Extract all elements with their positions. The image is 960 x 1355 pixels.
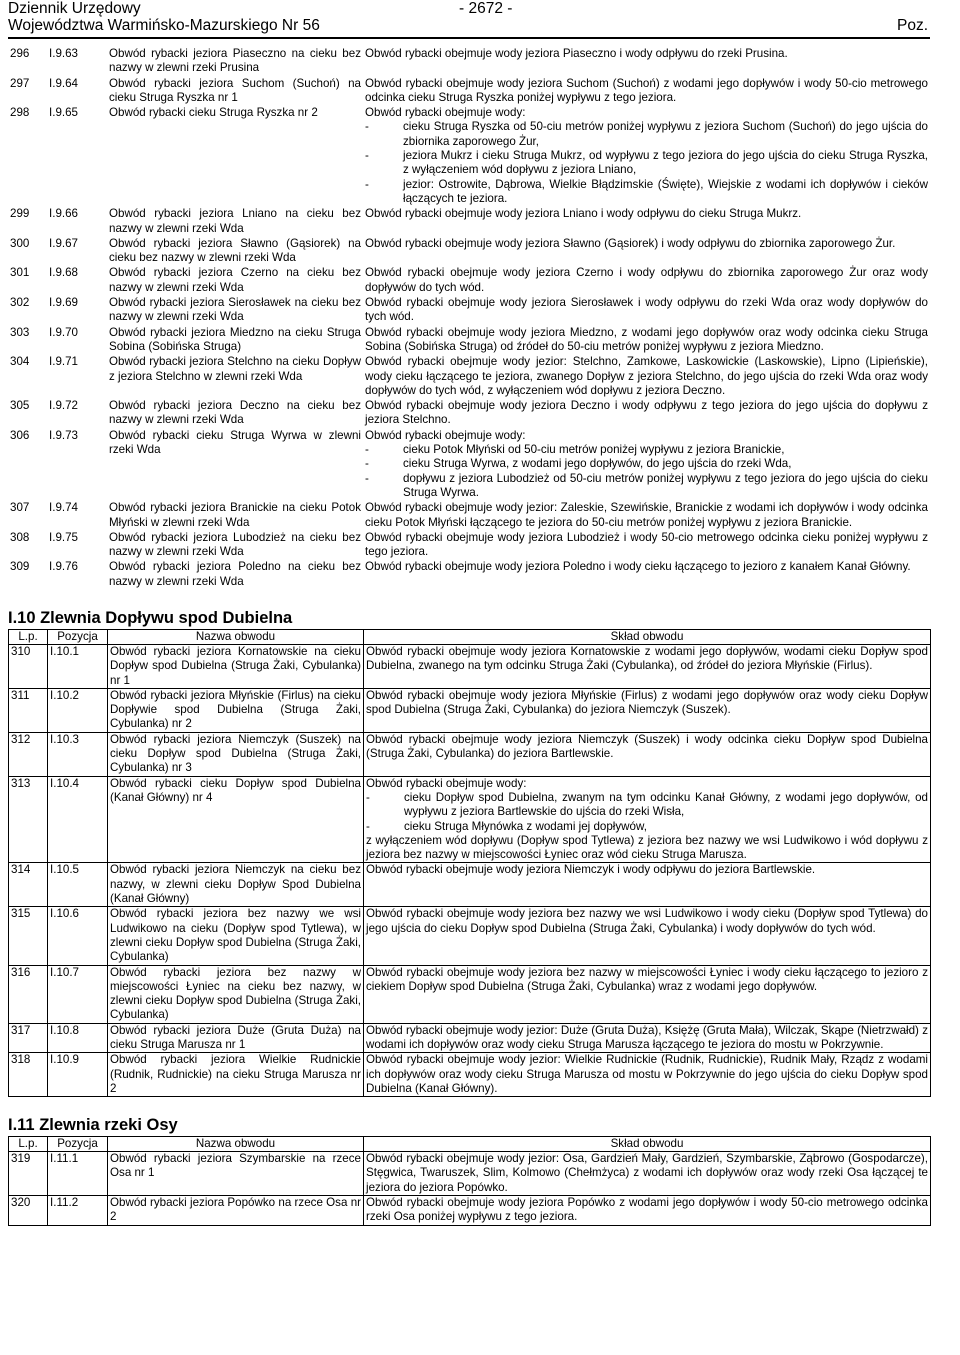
document-page [8, 0, 930, 1226]
dash-marker: - [365, 457, 369, 471]
circuit-name: Obwód rybacki jeziora Szymbarskie na rzece Osa nr 1 [108, 1152, 364, 1196]
table-row [9, 1152, 931, 1196]
row-number: 320 [9, 1196, 48, 1226]
row-number: 298 [10, 106, 30, 120]
row-position: I.9.73 [49, 428, 79, 442]
composition-text: Obwód rybacki obejmuje wody jezior: Duże (Gruta Duża), Księżę (Gruta Mała), Wilczak, Skąpe (Nietrzwałd) z wodami ich dopływów oraz wody cieku Struga Marusza łączącego te jeziora do mostu w Pokrzywnie. [366, 1023, 928, 1051]
composition-text: Obwód rybacki obejmuje wody jeziora bez nazwy w miejscowości Łyniec i wody cieku łączącego to jezioro z ciekiem Dopływ spod Dubielna (Struga Żaki, Cybulanka) wraz z wodami jego dopływów. [366, 965, 928, 993]
table-row [9, 688, 931, 732]
table-row [9, 1023, 931, 1053]
circuit-composition [363, 399, 930, 429]
row-position: I.9.65 [49, 106, 79, 120]
circuit-name: Obwód rybacki jeziora Poledno na cieku bez nazwy w zlewni rzeki Wda [109, 560, 361, 588]
row-number: 300 [10, 236, 30, 250]
composition-text: Obwód rybacki obejmuje wody jezior: Wielkie Rudnickie (Rudnik, Rudnickie), Rudnik Mały, Rządz z wodami ich dopływów oraz wody cieku Struga Marusza od mostu w Pokrzywnie do jego ujścia do cieku Dopływ spod Dubielna (Kanał Główny). [366, 1053, 928, 1095]
col-header-position: Pozycja [48, 629, 108, 644]
table-row [8, 429, 930, 501]
col-header-composition: Skład obwodu [364, 1137, 931, 1152]
composition-text: Obwód rybacki obejmuje wody jezior: Stelchno, Zamkowe, Laskowickie (Laskowskie), Lipno (Lipieńskie), wody cieku łączącego te jeziora, zwanego Dopływ z jeziora Stelchno, do jego ujścia do rzeki Wda oraz wody dopływów do tych wód, z wyłączeniem wód dopływu z jeziora Deczno. [365, 355, 928, 397]
col-header-name: Nazwa obwodu [108, 1137, 364, 1152]
circuit-name: Obwód rybacki jeziora Wielkie Rudnickie (Rudnik, Rudnickie) na cieku Struga Marusza nr 2 [108, 1053, 364, 1097]
row-position: I.9.69 [49, 296, 79, 310]
circuit-composition [363, 207, 930, 237]
row-position: I.9.64 [49, 76, 79, 90]
header-left [8, 0, 320, 34]
row-number: 318 [9, 1053, 48, 1097]
circuit-composition [363, 560, 930, 590]
row-number: 302 [10, 296, 30, 310]
table-row [8, 296, 930, 326]
composition-text: Obwód rybacki obejmuje wody jeziora Niemczyk (Suszek) i wody odcinka cieku Dopływ spod Dubielna (Struga Żaki, Cybulanka) do jeziora Bartlewskie. [366, 732, 928, 761]
dash-marker: - [366, 819, 370, 833]
composition-item [365, 443, 928, 457]
circuit-name: Obwód rybacki jeziora Lubodzież na cieku bez nazwy w zlewni rzeki Wda [109, 530, 361, 559]
circuit-composition [363, 429, 930, 501]
row-number: 303 [10, 325, 30, 339]
circuit-composition [363, 106, 930, 207]
row-position: I.10.2 [48, 688, 108, 732]
circuit-composition [364, 732, 931, 776]
table-row [8, 207, 930, 237]
composition-item [365, 457, 928, 471]
dash-marker: - [365, 120, 369, 134]
composition-text: Obwód rybacki obejmuje wody jeziora Sierosławek i wody odpływu do rzeki Wda oraz wody dopływów do tych wód. [365, 296, 928, 324]
circuit-composition [364, 1053, 931, 1097]
composition-item-text: cieku Struga Ryszka od 50-ciu metrów poniżej wypływu z jeziora Suchom (Suchoń) do jego ujścia do zbiornika zaporowego Żur, [403, 120, 928, 148]
composition-item [365, 120, 928, 149]
row-position: I.9.67 [49, 236, 79, 250]
composition-text: Obwód rybacki obejmuje wody jeziora Lniano i wody odpływu do cieku Struga Mukrz. [365, 207, 802, 221]
composition-text: Obwód rybacki obejmuje wody jeziora Deczno i wody odpływu z tego jeziora do jego ujścia do dopływu z jeziora Stelchno. [365, 399, 928, 427]
composition-text: Obwód rybacki obejmuje wody jezior: Osa, Gardzień Mały, Gardzień, Szymbarskie, Ząbrowo (Gospodarcze), Stęgwica, Twaruszek, Slim, Kolmowo (Chełmżyca) z wodami ich dopływów oraz wody rzeki Osa łączącej te jeziora do jeziora Popówko. [366, 1152, 928, 1194]
row-number: 297 [10, 76, 30, 90]
col-header-name: Nazwa obwodu [108, 629, 364, 644]
circuit-name: Obwód rybacki cieku Struga Ryszka nr 2 [109, 106, 318, 120]
row-position: I.9.63 [49, 47, 79, 60]
composition-text: Obwód rybacki obejmuje wody jeziora bez nazwy we wsi Ludwikowo i wody cieku (Dopływ spod Tytlewa) do jego ujścia do cieku Dopływ spod Dubielna (Struga Żaki, Cybulanka) i wody dopływów do tych wód. [366, 907, 928, 935]
table-row [8, 355, 930, 399]
circuit-name: Obwód rybacki jeziora bez nazwy we wsi Ludwikowo na cieku (Dopływ spod Tytlewa), w zlewni cieku Dopływ spod Dubielna (Struga Żaki, Cybulanka) [108, 907, 364, 965]
table-body [9, 1152, 931, 1225]
col-header-position: Pozycja [48, 1137, 108, 1152]
circuit-name: Obwód rybacki jeziora Branickie na cieku Potok Młyński w zlewni rzeki Wda [109, 501, 361, 529]
row-number: 312 [9, 732, 48, 776]
table-section-2 [8, 629, 931, 1097]
table-header-row [9, 629, 931, 644]
circuit-name: Obwód rybacki jeziora Duże (Gruta Duża) na cieku Struga Marusza nr 1 [108, 1023, 364, 1053]
table-body [9, 644, 931, 1096]
table-section-3 [8, 1136, 931, 1225]
composition-text: Obwód rybacki obejmuje wody jeziora Czerno i wody odpływu do zbiornika zaporowego Żur oraz wody dopływów do tych wód. [365, 266, 928, 294]
row-number: 307 [10, 501, 30, 515]
dash-marker: - [365, 177, 369, 191]
table-row [8, 560, 930, 590]
table-row [9, 1196, 931, 1226]
composition-item [365, 149, 928, 178]
circuit-name: Obwód rybacki jeziora Deczno na cieku bez nazwy w zlewni rzeki Wda [109, 399, 361, 427]
col-header-composition: Skład obwodu [364, 629, 931, 644]
circuit-name: Obwód rybacki cieku Dopływ spod Dubielna (Kanał Główny) nr 4 [108, 776, 364, 863]
row-number: 315 [9, 907, 48, 965]
position-label: Poz. [896, 17, 928, 34]
dash-marker: - [366, 790, 370, 804]
table-row [9, 1053, 931, 1097]
circuit-name: Obwód rybacki jeziora Sławno (Gąsiorek) na cieku bez nazwy w zlewni rzeki Wda [109, 236, 361, 265]
col-header-lp: L.p. [9, 1137, 48, 1152]
row-number: 301 [10, 266, 30, 280]
table-section-1 [8, 47, 930, 590]
row-position: I.9.66 [49, 207, 79, 221]
circuit-composition [364, 776, 931, 863]
composition-text: Obwód rybacki obejmuje wody jeziora Lubodzież i wody 50-cio metrowego odcinka cieku poniżej wypływu z tego jeziora. [365, 530, 928, 559]
section-title: I.10 Zlewnia Dopływu spod Dubielna [8, 608, 293, 627]
composition-item-text: dopływu z jeziora Lubodzież od 50-ciu metrów poniżej wypływu z tego jeziora do jego ujścia do cieku Struga Wyrwa. [403, 471, 928, 499]
circuit-composition [364, 644, 931, 688]
composition-text: Obwód rybacki obejmuje wody jeziora Poledno i wody cieku łączącego to jezioro z kanałem Kanał Główny. [365, 560, 911, 574]
composition-item [366, 820, 928, 834]
composition-text: Obwód rybacki obejmuje wody jeziora Suchom (Suchoń) z wodami jego dopływów i wody 50-cio metrowego odcinka cieku Struga Ryszka poniżej wypływu z tego jeziora. [365, 76, 928, 104]
region-name: Województwa Warmińsko-Mazurskiego Nr 56 [8, 17, 320, 34]
composition-text: Obwód rybacki obejmuje wody: [365, 428, 526, 442]
row-position: I.10.3 [48, 732, 108, 776]
circuit-composition [364, 688, 931, 732]
composition-item-text: cieku Struga Wyrwa, z wodami jego dopływów, do jego ujścia do rzeki Wda, [403, 457, 792, 471]
row-position: I.10.1 [48, 644, 108, 688]
composition-tail: z wyłączeniem wód dopływu (Dopływ spod Tytlewa) z jeziora bez nazwy we wsi Ludwikowo i wód dopływu z jeziora bez nazwy w miejscowości Łyniec oraz wód cieku Struga Marusza. [366, 833, 928, 862]
composition-item [366, 791, 928, 820]
dash-marker: - [365, 471, 369, 485]
composition-item-text: jeziora Mukrz i cieku Struga Mukrz, od wypływu z tego jeziora do jego ujścia do cieku Struga Ryszka, z wyłączeniem wód dopływu z jeziora Lniano, [403, 149, 928, 177]
section-title: I.11 Zlewnia rzeki Osy [8, 1116, 178, 1135]
circuit-name: Obwód rybacki jeziora Czerno na cieku bez nazwy w zlewni rzeki Wda [109, 266, 361, 294]
row-number: 305 [10, 399, 30, 413]
table-row [8, 326, 930, 356]
row-position: I.10.9 [48, 1053, 108, 1097]
table-header-row [9, 1137, 931, 1152]
table-row [8, 77, 930, 107]
row-position: I.10.6 [48, 907, 108, 965]
composition-item [365, 178, 928, 207]
composition-text: Obwód rybacki obejmuje wody jeziora Popówko z wodami jego dopływów i wody 50-cio metrowego odcinka rzeki Osa poniżej wypływu z tego jeziora. [366, 1196, 928, 1224]
row-number: 317 [9, 1023, 48, 1053]
row-position: I.10.4 [48, 776, 108, 863]
circuit-composition [364, 1023, 931, 1053]
table-body [8, 47, 930, 590]
table-row [8, 501, 930, 531]
circuit-composition [363, 266, 930, 296]
composition-item-text: jezior: Ostrowite, Dąbrowa, Wielkie Błądzimskie (Święte), Wiejskie z wodami ich dopływów i cieków łączących te jeziora. [403, 177, 928, 205]
row-position: I.9.71 [49, 355, 79, 369]
circuit-composition [363, 237, 930, 267]
circuit-name: Obwód rybacki jeziora Niemczyk na cieku bez nazwy, w zlewni cieku Dopływ Spod Dubielna (Kanał Główny) [108, 863, 364, 907]
composition-item [365, 472, 928, 501]
row-position: I.9.75 [49, 530, 79, 544]
composition-text: Obwód rybacki obejmuje wody jeziora Sławno (Gąsiorek) i wody odpływu do zbiornika zaporowego Żur. [365, 236, 896, 250]
row-number: 319 [9, 1152, 48, 1196]
circuit-composition [363, 501, 930, 531]
composition-item-text: cieku Dopływ spod Dubielna, zwanym na tym odcinku Kanał Główny, z wodami jego dopływów, od wypływu z jeziora Bartlewskie do ujścia do rzeki Wisła, [404, 790, 928, 819]
table-row [8, 399, 930, 429]
row-number: 304 [10, 355, 30, 369]
circuit-name: Obwód rybacki jeziora Młyńskie (Firlus) na cieku Dopływie spod Dubielna (Struga Żaki, Cybulanka) nr 2 [108, 688, 364, 732]
dash-marker: - [365, 149, 369, 163]
table-row [8, 47, 930, 77]
col-header-lp: L.p. [9, 629, 48, 644]
composition-item-text: cieku Struga Młynówka z wodami jej dopływów, [404, 819, 647, 833]
circuit-composition [364, 907, 931, 965]
journal-name: Dziennik Urzędowy [8, 0, 141, 17]
table-row [8, 106, 930, 207]
row-number: 313 [9, 776, 48, 863]
circuit-composition [364, 863, 931, 907]
row-number: 316 [9, 965, 48, 1023]
table-row [9, 732, 931, 776]
circuit-composition [363, 47, 930, 77]
row-number: 310 [9, 644, 48, 688]
row-number: 314 [9, 863, 48, 907]
composition-text: Obwód rybacki obejmuje wody jeziora Miedzno, z wodami jego dopływów oraz wody odcinka cieku Struga Sobina (Sobińska Struga) od źródeł do 50-ciu metrów poniżej wypływu z jeziora Miedzno. [365, 325, 928, 353]
table-row [9, 644, 931, 688]
circuit-name: Obwód rybacki jeziora Niemczyk (Suszek) na cieku Dopływ spod Dubielna (Struga Żaki, Cybulanka) nr 3 [108, 732, 364, 776]
circuit-name: Obwód rybacki cieku Struga Wyrwa w zlewni rzeki Wda [109, 428, 361, 457]
composition-text: Obwód rybacki obejmuje wody jeziora Niemczyk i wody odpływu do jeziora Bartlewskie. [366, 863, 816, 877]
table-row [9, 863, 931, 907]
row-position: I.11.1 [48, 1152, 108, 1196]
row-position: I.10.8 [48, 1023, 108, 1053]
circuit-name: Obwód rybacki jeziora Lniano na cieku bez nazwy w zlewni rzeki Wda [109, 207, 361, 235]
circuit-name: Obwód rybacki jeziora Piaseczno na cieku bez nazwy w zlewni rzeki Prusina [109, 47, 361, 75]
composition-text: Obwód rybacki obejmuje wody jezior: Zaleskie, Szewińskie, Branickie z wodami ich dopływów i wody odcinka cieku Potok Młyński łączącego te jeziora do 50-ciu metrów poniżej wypływu z jeziora Branickie. [365, 501, 928, 529]
row-position: I.9.74 [49, 501, 79, 515]
row-number: 309 [10, 560, 30, 574]
row-position: I.10.5 [48, 863, 108, 907]
header-divider [8, 37, 930, 39]
circuit-composition [364, 965, 931, 1023]
table-row [8, 237, 930, 267]
circuit-name: Obwód rybacki jeziora bez nazwy w miejscowości Łyniec na cieku bez nazwy, w zlewni cieku Dopływ spod Dubielna (Struga Żaki, Cybulanka) [108, 965, 364, 1023]
row-number: 308 [10, 530, 30, 544]
composition-item-text: cieku Potok Młyński od 50-ciu metrów poniżej wypływu z jeziora Branickie, [403, 443, 785, 457]
page-number: - 2672 - [459, 0, 513, 17]
circuit-name: Obwód rybacki jeziora Kornatowskie na cieku Dopływ spod Dubielna (Struga Żaki, Cybulanka) nr 1 [108, 644, 364, 688]
circuit-name: Obwód rybacki jeziora Suchom (Suchoń) na cieku Struga Ryszka nr 1 [109, 76, 361, 104]
circuit-composition [363, 296, 930, 326]
circuit-composition [364, 1196, 931, 1226]
row-number: 306 [10, 428, 30, 442]
circuit-name: Obwód rybacki jeziora Sierosławek na cieku bez nazwy w zlewni rzeki Wda [109, 296, 361, 324]
circuit-composition [363, 355, 930, 399]
circuit-name: Obwód rybacki jeziora Miedzno na cieku Struga Sobina (Sobińska Struga) [109, 325, 361, 353]
dash-marker: - [365, 443, 369, 457]
composition-text: Obwód rybacki obejmuje wody: [365, 106, 526, 120]
composition-text: Obwód rybacki obejmuje wody jeziora Kornatowskie z wodami jego dopływów, wodami cieku Dopływ spod Dubielna, zwanego na tym odcinku Struga Żaki (Cybulanka), od źródeł do jeziora Młyńskie (Firlus). [366, 644, 928, 673]
row-position: I.9.76 [49, 560, 79, 574]
table-row [9, 907, 931, 965]
table-row [8, 266, 930, 296]
row-position: I.10.7 [48, 965, 108, 1023]
circuit-composition [364, 1152, 931, 1196]
composition-text: Obwód rybacki obejmuje wody jeziora Piaseczno i wody odpływu do rzeki Prusina. [365, 47, 788, 60]
row-position: I.11.2 [48, 1196, 108, 1226]
composition-text: Obwód rybacki obejmuje wody jeziora Młyńskie (Firlus) z wodami jego dopływów oraz wody cieku Dopływ spod Dubielna (Struga Żaki, Cybulanka) do jeziora Niemczyk (Suszek). [366, 688, 928, 717]
table-row [8, 531, 930, 561]
composition-text: Obwód rybacki obejmuje wody: [366, 776, 527, 790]
page-header [8, 0, 930, 36]
row-position: I.9.68 [49, 266, 79, 280]
row-number: 299 [10, 207, 30, 221]
circuit-name: Obwód rybacki jeziora Popówko na rzece Osa nr 2 [108, 1196, 364, 1226]
circuit-name: Obwód rybacki jeziora Stelchno na cieku Dopływ z jeziora Stelchno w zlewni rzeki Wda [109, 355, 361, 383]
table-row [9, 965, 931, 1023]
row-number: 311 [9, 688, 48, 732]
circuit-composition [363, 531, 930, 561]
row-position: I.9.70 [49, 325, 79, 339]
circuit-composition [363, 77, 930, 107]
row-position: I.9.72 [49, 399, 79, 413]
circuit-composition [363, 326, 930, 356]
row-number: 296 [10, 47, 30, 60]
table-row [9, 776, 931, 863]
